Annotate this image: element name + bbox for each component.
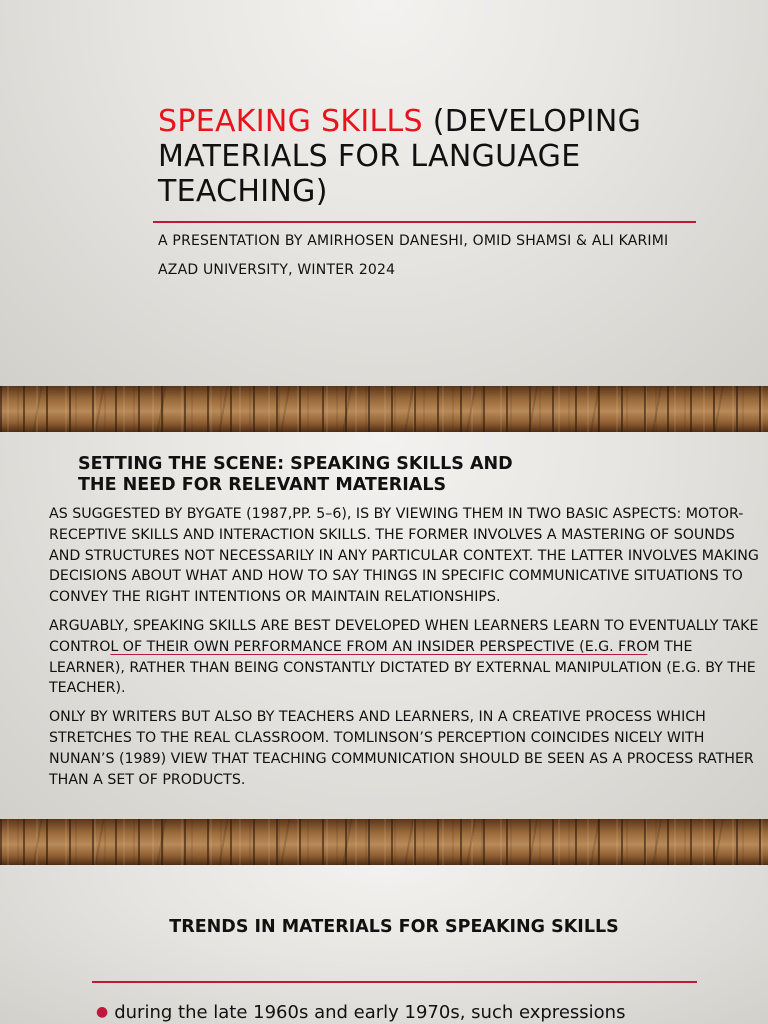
trends-heading: TRENDS IN MATERIALS FOR SPEAKING SKILLS [169,917,619,937]
title-rest: (DEVELOPING [422,104,642,139]
wood-floor-banner [0,819,768,865]
title-line-3: TEACHING) [158,174,328,209]
title-highlight: SPEAKING SKILLS [158,104,423,139]
paragraph-2-start: ARGUABLY, SPEAKING SKILLS ARE BEST DEVELOPED WHEN LEARNERS LEARN TO EVENTUALLY TAKE CONTRO [49,617,759,655]
heading-line-1: SETTING THE SCENE: SPEAKING SKILLS AND [78,454,513,474]
trends-divider [92,981,697,983]
paragraph-2-end: M THE LEARNER), RATHER THAN BEING CONSTANTLY DICTATED BY EXTERNAL MANIPULATION (E.G. BY THE TEACHER). [49,638,756,697]
slide-body [49,504,761,798]
bullet-dot-icon: ● [96,1004,109,1020]
bullet-item [96,1002,625,1023]
section-heading [78,454,598,496]
affiliation-line: AZAD UNIVERSITY, WINTER 2024 [158,262,396,278]
heading-line-2: THE NEED FOR RELEVANT MATERIALS [78,475,447,495]
paragraph-2 [49,616,761,699]
slide-title [158,104,718,209]
paragraph-3: ONLY BY WRITERS BUT ALSO BY TEACHERS AND LEARNERS, IN A CREATIVE PROCESS WHICH STRETCHES TO THE REAL CLASSROOM. TOMLINSON’S PERCEPTION COINCIDES NICELY WITH NUNAN’S (1989) VIEW THAT TEACHING COMMUNICATION SHOULD BE SEEN AS A PROCESS RATHER THAN A SET OF PRODUCTS. [49,709,754,788]
bullet-text: during the late 1960s and early 1970s, such expressions [114,1002,626,1023]
title-slide [0,0,768,386]
underlined-phrase: L OF THEIR OWN PERFORMANCE FROM AN INSIDER PERSPECTIVE (E.G. FRO [110,638,648,655]
presenters-line: A PRESENTATION BY AMIRHOSEN DANESHI, OMID SHAMSI & ALI KARIMI [158,233,669,249]
trends-slide [0,865,768,1024]
title-divider [153,221,696,223]
wood-floor-banner [0,386,768,432]
setting-scene-slide [0,432,768,819]
title-line-2: MATERIALS FOR LANGUAGE [158,139,581,174]
paragraph-1: AS SUGGESTED BY BYGATE (1987,PP. 5–6), IS BY VIEWING THEM IN TWO BASIC ASPECTS: MOTOR-RECEPTIVE SKILLS AND INTERACTION SKILLS. THE FORMER INVOLVES A MASTERING OF SOUNDS AND STRUCTURES NOT NECESSARILY IN ANY PARTICULAR CONTEXT. THE LATTER INVOLVES MAKING DECISIONS ABOUT WHAT AND HOW TO SAY THINGS IN SPECIFIC COMMUNICATIVE SITUATIONS TO CONVEY THE RIGHT INTENTIONS OR MAINTAIN RELATIONSHIPS. [49,506,759,606]
